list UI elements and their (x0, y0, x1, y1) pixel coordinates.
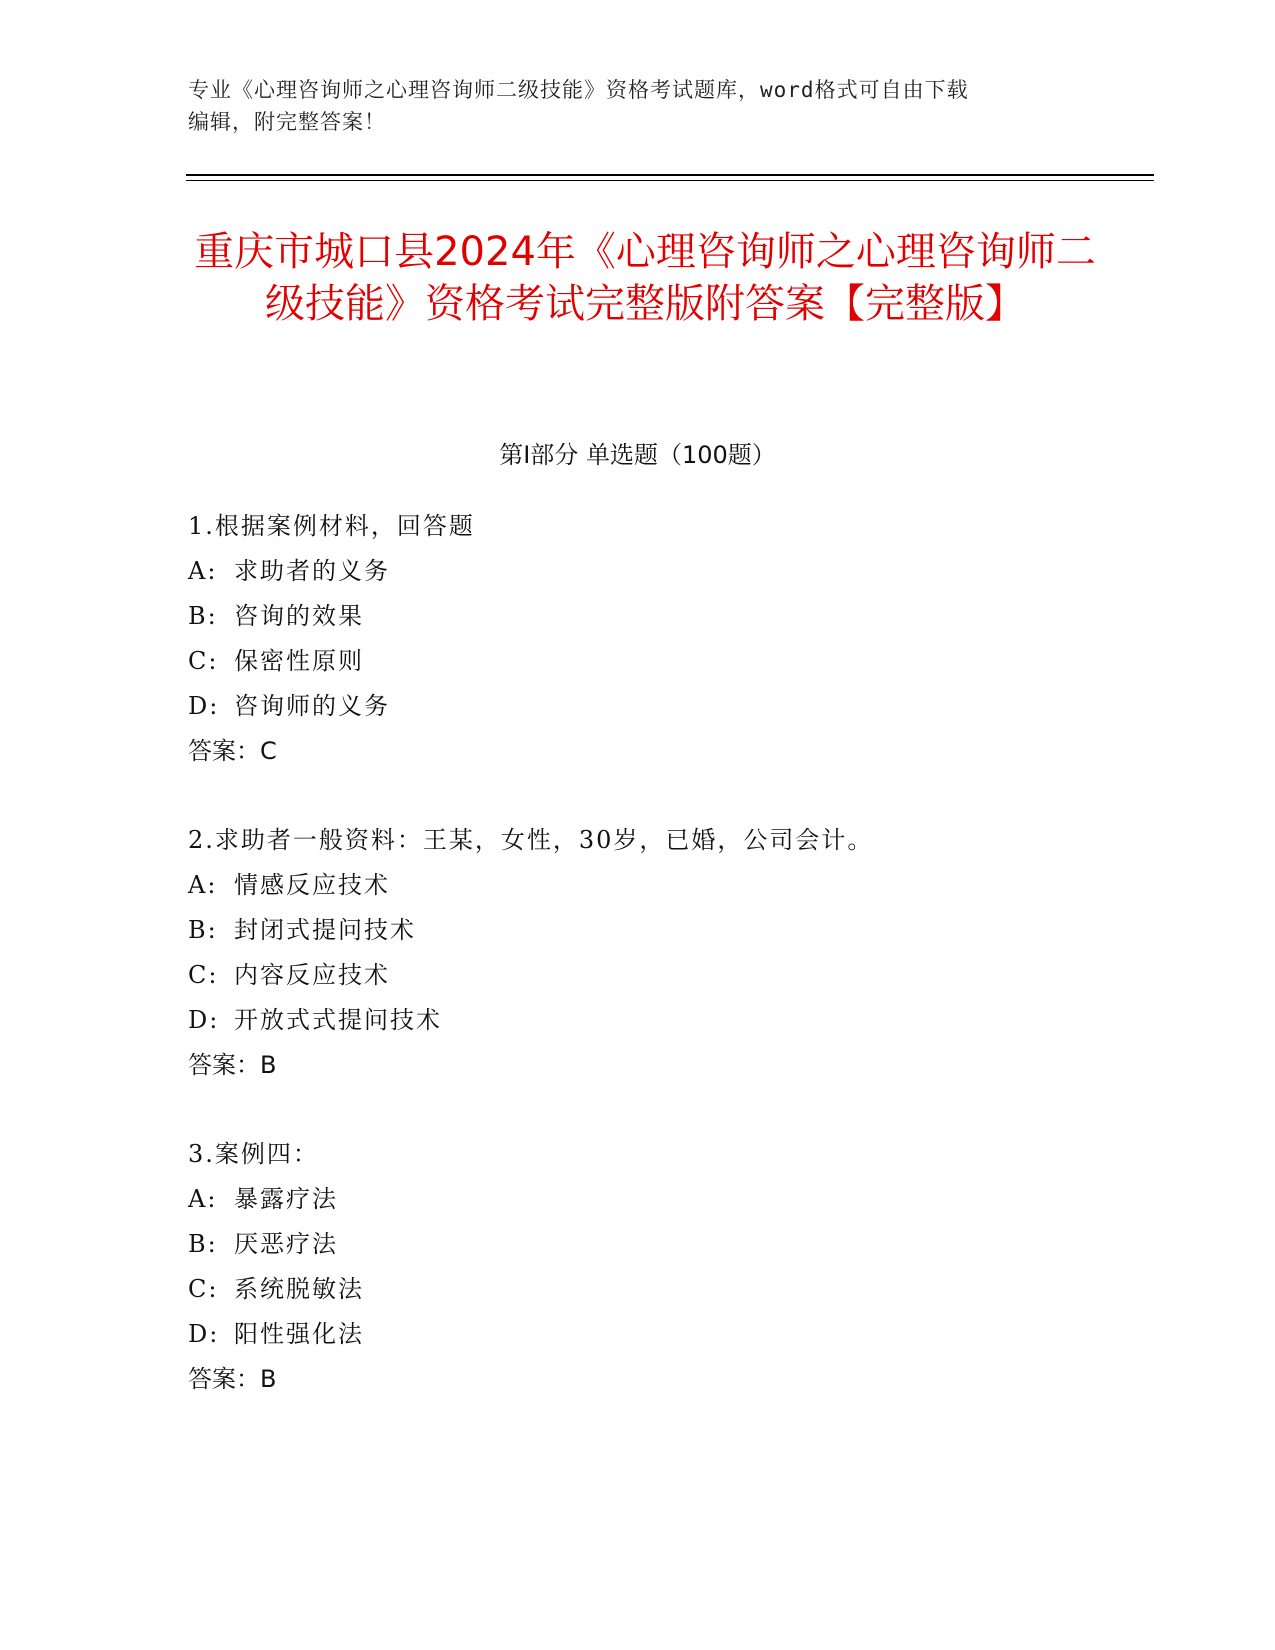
option-c (188, 953, 1148, 998)
option-c (188, 639, 1148, 684)
option-letter: A: (188, 871, 218, 899)
option-text: 求助者的义务 (234, 557, 390, 585)
option-text: 封闭式提问技术 (234, 916, 416, 944)
question-3 (188, 1132, 1148, 1402)
header-note (188, 74, 1068, 138)
option-letter: D: (188, 1320, 220, 1348)
option-letter: D: (188, 1006, 220, 1034)
option-text: 开放式式提问技术 (234, 1006, 442, 1034)
option-text: 厌恶疗法 (234, 1230, 338, 1258)
option-text: 阳性强化法 (234, 1320, 364, 1348)
option-text: 咨询的效果 (234, 602, 364, 630)
option-b (188, 1222, 1148, 1267)
option-letter: D: (188, 692, 220, 720)
option-letter: C: (188, 961, 219, 989)
header-divider-thick (186, 174, 1154, 176)
option-d (188, 684, 1148, 729)
option-letter: B: (188, 602, 218, 630)
option-b (188, 908, 1148, 953)
question-stem: 2.求助者一般资料：王某，女性，30岁，已婚，公司会计。 (188, 826, 874, 854)
question-1 (188, 504, 1148, 774)
option-letter: B: (188, 916, 218, 944)
document-title: 重庆市城口县2024年《心理咨询师之心理咨询师二级技能》资格考试完整版附答案【完整版】 (194, 229, 1096, 327)
option-text: 咨询师的义务 (234, 692, 390, 720)
option-a (188, 1177, 1148, 1222)
question-2 (188, 818, 1148, 1088)
option-letter: C: (188, 647, 219, 675)
answer-line: 答案：B (188, 1365, 277, 1393)
option-a (188, 863, 1148, 908)
option-c (188, 1267, 1148, 1312)
option-a (188, 549, 1148, 594)
question-stem: 3.案例四： (188, 1140, 319, 1168)
option-text: 情感反应技术 (234, 871, 390, 899)
option-d (188, 1312, 1148, 1357)
option-letter: A: (188, 1185, 218, 1213)
option-letter: C: (188, 1275, 219, 1303)
option-d (188, 998, 1148, 1043)
header-note-line-2: 编辑，附完整答案！ (188, 110, 386, 134)
section-title: 第Ⅰ部分 单选题（100题） (499, 441, 776, 469)
header-note-line-1: 专业《心理咨询师之心理咨询师二级技能》资格考试题库，word格式可自由下载 (188, 78, 969, 102)
option-text: 内容反应技术 (234, 961, 390, 989)
option-letter: A: (188, 557, 218, 585)
question-stem: 1.根据案例材料，回答题 (188, 512, 475, 540)
option-letter: B: (188, 1230, 218, 1258)
header-divider-thin (186, 180, 1154, 181)
answer-line: 答案：B (188, 1051, 277, 1079)
option-text: 暴露疗法 (234, 1185, 338, 1213)
answer-line: 答案：C (188, 737, 277, 765)
option-b (188, 594, 1148, 639)
option-text: 系统脱敏法 (234, 1275, 364, 1303)
option-text: 保密性原则 (234, 647, 364, 675)
